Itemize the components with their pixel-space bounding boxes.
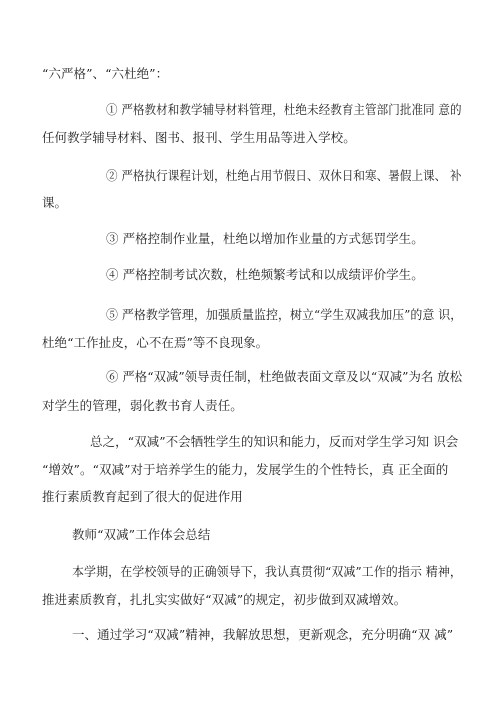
text-line: 总之，“双减”不会牺牲学生的知识和能力，反而对学生学习知 识会 bbox=[90, 434, 459, 449]
text-line: 杜绝“工作扯皮，心不在焉”等不良现象。 bbox=[42, 335, 269, 350]
text-line: ⑥ 严格“双减”领导责任制，杜绝做表面文章及以“双减”为名 放松 bbox=[106, 369, 463, 384]
text-line: 课。 bbox=[42, 195, 68, 210]
text-line: 本学期，在学校领导的正确领导下，我认真贯彻“双减”工作的指示 精神， bbox=[72, 564, 462, 579]
text-line: ③ 严格控制作业量，杜绝以增加作业量的方式惩罚学生。 bbox=[106, 231, 424, 246]
text-line: “增效”。“双减”对于培养学生的能力，发展学生的个性特长，真 正全面的 bbox=[42, 462, 449, 477]
text-line: “六严格”、“六杜绝”： bbox=[42, 66, 169, 81]
text-line: 推行素质教育起到了很大的促进作用 bbox=[42, 489, 243, 504]
text-line: ② 严格执行课程计划，杜绝占用节假日、双休日和寒、暑假上课、 补 bbox=[106, 168, 462, 183]
text-line: 一、通过学习“双减”精神，我解放思想，更新观念，充分明确“双 减” bbox=[72, 627, 454, 642]
text-line: 推进素质教育，扎扎实实做好“双减”的规定，初步做到双减增效。 bbox=[42, 592, 407, 607]
text-line: ④ 严格控制考试次数，杜绝频繁考试和以成绩评价学生。 bbox=[106, 267, 424, 282]
text-line: ⑤ 严格教学管理，加强质量监控，树立“学生双减我加压”的意 识， bbox=[106, 307, 463, 322]
text-line: 任何教学辅导材料、图书、报刊、学生用品等进入学校。 bbox=[42, 130, 356, 145]
text-line: ① 严格教材和教学辅导材料管理，杜绝未经教育主管部门批准同 意的 bbox=[106, 102, 462, 117]
section-heading: 教师“双减”工作体会总结 bbox=[72, 527, 211, 542]
text-line: 对学生的管理，弱化教书育人责任。 bbox=[42, 398, 243, 413]
